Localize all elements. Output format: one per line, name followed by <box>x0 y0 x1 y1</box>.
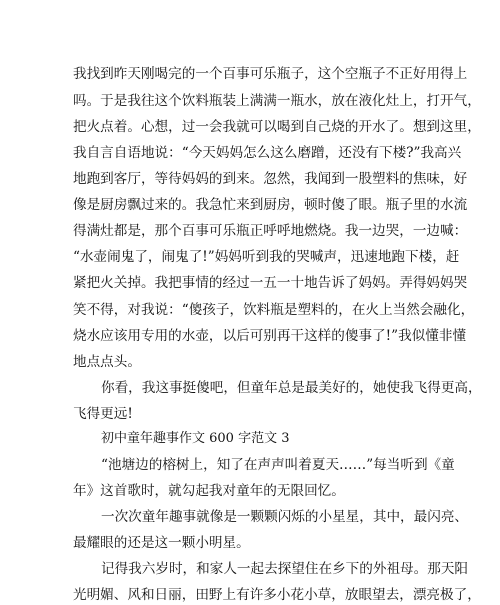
text-line: 吗。于是我往这个饮料瓶装上满满一瓶水，放在液化灶上，打开气， <box>73 93 481 109</box>
text-line: 记得我六岁时，和家人一起去探望住在乡下的外祖母。那天阳 <box>101 561 469 577</box>
text-line: 像是厨房飘过来的。我急忙来到厨房，顿时傻了眼。瓶子里的水流 <box>73 197 468 213</box>
text-line: 飞得更远! <box>73 406 133 422</box>
text-line: 地点点头。 <box>73 354 141 370</box>
text-line: 笑不得，对我说：“傻孩子，饮料瓶是塑料的，在火上当然会融化， <box>73 302 475 318</box>
text-line: 我自言自语地说：“今天妈妈怎么这么磨蹭，还没有下楼?”我高兴 <box>73 145 462 161</box>
text-line: 我找到昨天刚喝完的一个百事可乐瓶子，这个空瓶子不正好用得上 <box>73 66 468 82</box>
text-line: 紧把火关掉。我把事情的经过一五一十地告诉了妈妈。弄得妈妈哭 <box>73 275 468 291</box>
text-line: “池塘边的榕树上，知了在声声叫着夏天……”每当听到《童 <box>101 457 455 473</box>
text-line: 把火点着。心想，过一会我就可以喝到自己烧的开水了。想到这里， <box>73 119 481 135</box>
text-line: 年》这首歌时，就勾起我对童年的无限回忆。 <box>73 483 345 499</box>
text-line: “水壶闹鬼了，闹鬼了!”妈妈听到我的哭喊声，迅速地跑下楼，赶 <box>73 249 460 265</box>
text-line: 光明媚、风和日丽，田野上有许多小花小草，放眼望去，漂亮极了， <box>73 587 481 603</box>
text-line: 得满灶都是，那个百事可乐瓶正呼呼地燃烧。我一边哭，一边喊： <box>73 223 468 239</box>
text-line: 最耀眼的还是这一颗小明星。 <box>73 535 250 551</box>
section-heading: 初中童年趣事作文 600 字范文 3 <box>101 431 290 446</box>
text-line: 地跑到客厅，等待妈妈的到来。忽然，我闻到一股塑料的焦味，好 <box>73 171 468 187</box>
text-line: 烧水应该用专用的水壶，以后可别再干这样的傻事了!”我似懂非懂 <box>73 328 467 344</box>
text-line: 一次次童年趣事就像是一颗颗闪烁的小星星，其中，最闪亮、 <box>101 509 469 525</box>
text-line: 你看，我这事挺傻吧，但童年总是最美好的，她使我飞得更高， <box>101 380 482 396</box>
